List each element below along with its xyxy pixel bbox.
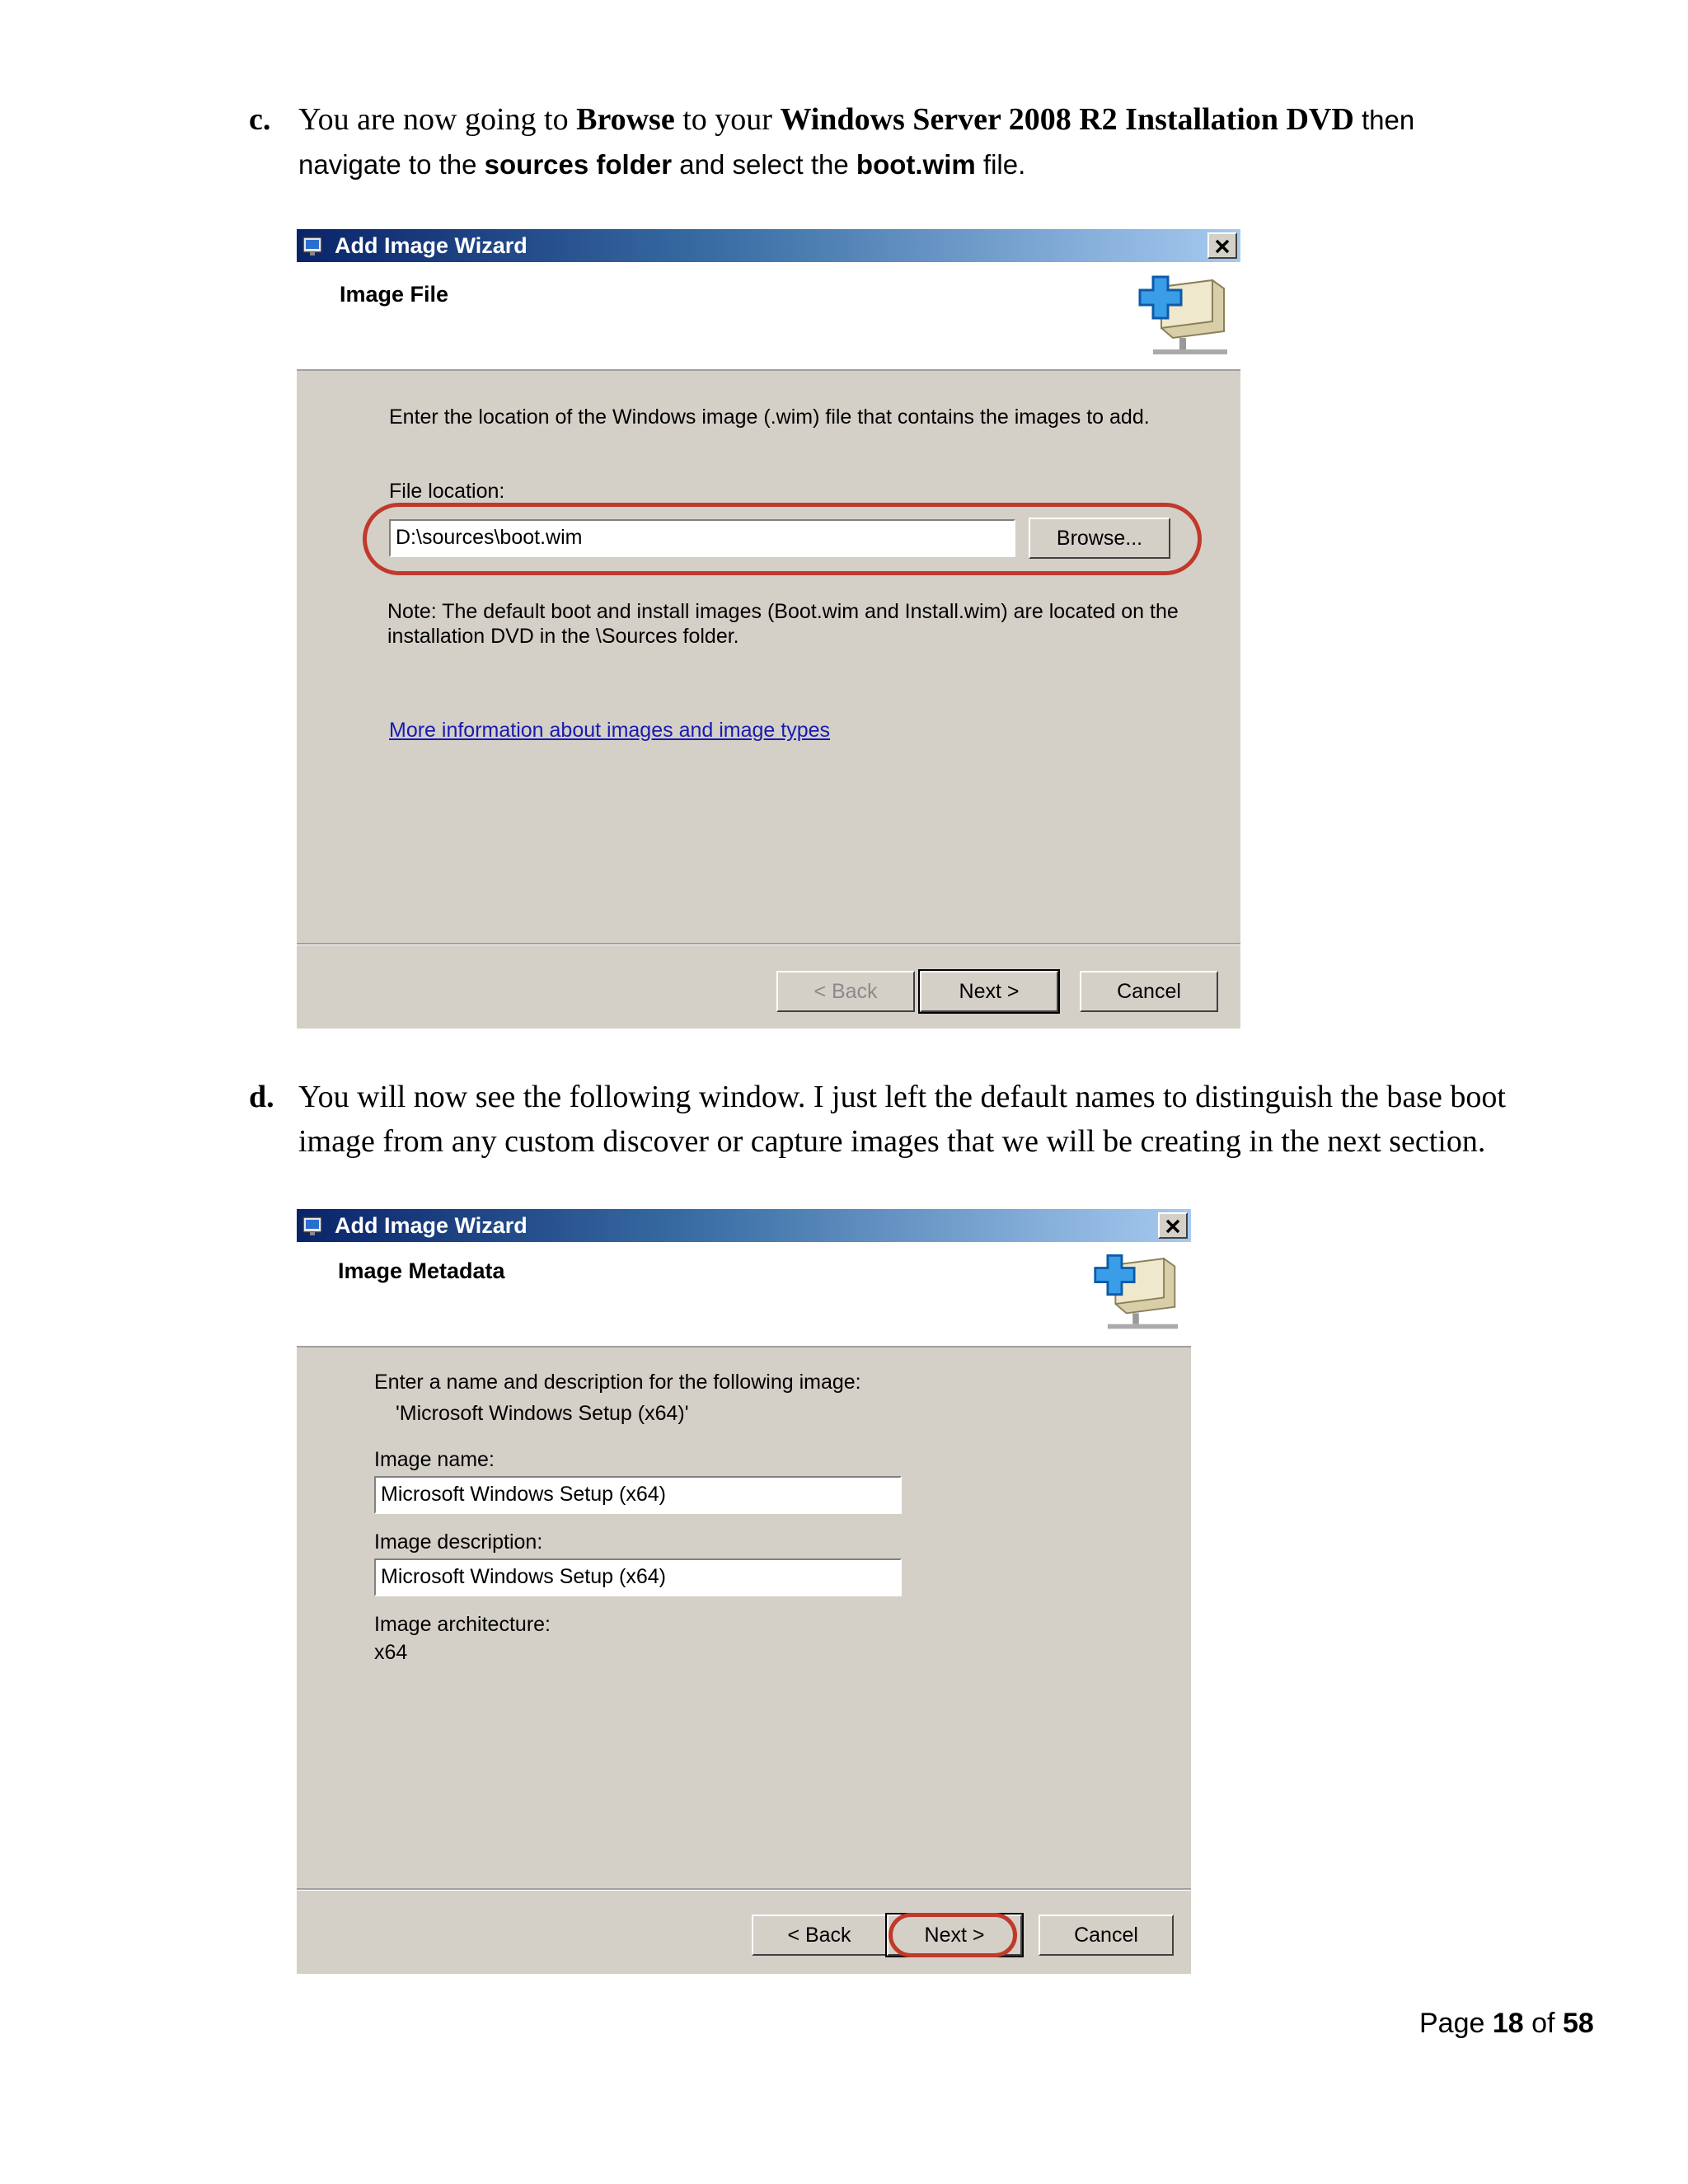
image-architecture-label: Image architecture:: [374, 1613, 551, 1636]
page-prefix: Page: [1419, 2008, 1493, 2039]
step-c-bold-browse: Browse: [576, 102, 675, 137]
wizard-app-icon: [302, 1214, 325, 1237]
footer-divider: [297, 1888, 1191, 1891]
back-button[interactable]: < Back: [752, 1915, 887, 1956]
footer-divider: [297, 943, 1240, 945]
image-architecture-value: x64: [374, 1641, 408, 1664]
back-button[interactable]: < Back: [776, 971, 915, 1012]
file-location-input[interactable]: D:\sources\boot.wim: [389, 519, 1015, 557]
step-d-letter: d.: [249, 1080, 274, 1114]
image-name-label: Image name:: [374, 1448, 495, 1471]
image-description-input[interactable]: Microsoft Windows Setup (x64): [374, 1558, 902, 1596]
step-d: [249, 1075, 1601, 1165]
window-title: Add Image Wizard: [335, 233, 528, 258]
add-image-icon: [1092, 1245, 1179, 1334]
step-c-text: [298, 97, 1617, 187]
cancel-button[interactable]: Cancel: [1039, 1915, 1174, 1956]
image-name-input[interactable]: Microsoft Windows Setup (x64): [374, 1476, 902, 1514]
wizard-header: [297, 1242, 1191, 1347]
page-number: [1419, 2008, 1594, 2040]
step-c-text-2: to your: [674, 102, 781, 137]
close-icon: [1160, 1215, 1186, 1238]
step-c-text-3: then: [1353, 105, 1415, 135]
step-c-text-4: navigate to the: [298, 149, 485, 180]
title-bar: [297, 1209, 1191, 1242]
highlight-circle: [889, 1913, 1017, 1957]
image-quoted-name: 'Microsoft Windows Setup (x64)': [396, 1402, 689, 1425]
note-line-2: installation DVD in the \Sources folder.: [387, 625, 739, 648]
step-c-text-5: and select the: [672, 149, 856, 180]
cancel-button[interactable]: Cancel: [1080, 971, 1218, 1012]
add-image-icon: [1137, 267, 1229, 359]
step-d-text: [298, 1075, 1617, 1164]
page-total: 58: [1562, 2008, 1594, 2039]
step-c-text-1: You are now going to: [298, 102, 577, 137]
page-of: of: [1523, 2008, 1563, 2039]
step-c-text-6: file.: [975, 149, 1026, 180]
step-d-line-1: You will now see the following window. I just left the default names to distinguish the base boot: [298, 1080, 1506, 1114]
page-title: Image File: [340, 282, 449, 307]
title-bar: [297, 229, 1240, 262]
close-button[interactable]: [1158, 1212, 1188, 1239]
highlight-circle: [363, 503, 1202, 575]
add-image-wizard-image-file: [297, 229, 1240, 1029]
instruction-text: Enter the location of the Windows image (.wim) file that contains the images to add.: [389, 405, 1150, 429]
file-location-label: File location:: [389, 480, 505, 503]
wizard-app-icon: [302, 234, 325, 257]
close-button[interactable]: [1207, 232, 1237, 259]
instruction-text: Enter a name and description for the following image:: [374, 1371, 861, 1394]
note-line-1: Note: The default boot and install images (Boot.wim and Install.wim) are located on the: [387, 600, 1179, 623]
step-c-bold-dvd: Windows Server 2008 R2 Installation DVD: [780, 102, 1354, 137]
page-current: 18: [1492, 2008, 1524, 2039]
wizard-header: [297, 262, 1240, 371]
add-image-wizard-image-metadata: [297, 1209, 1191, 1974]
next-button[interactable]: Next >: [887, 1915, 1022, 1956]
next-button[interactable]: Next >: [920, 971, 1058, 1012]
close-icon: [1209, 235, 1236, 258]
browse-button[interactable]: Browse...: [1029, 518, 1170, 559]
image-description-label: Image description:: [374, 1530, 543, 1554]
page-title: Image Metadata: [338, 1258, 505, 1283]
window-title: Add Image Wizard: [335, 1213, 528, 1238]
step-c-bold-bootwim: boot.wim: [856, 149, 976, 180]
step-c: [249, 97, 1601, 188]
step-c-bold-sources: sources folder: [484, 149, 673, 180]
more-info-link[interactable]: More information about images and image types: [389, 719, 831, 742]
step-d-line-2: image from any custom discover or capture images that we will be creating in the next section.: [298, 1124, 1486, 1159]
step-c-letter: c.: [249, 102, 271, 137]
